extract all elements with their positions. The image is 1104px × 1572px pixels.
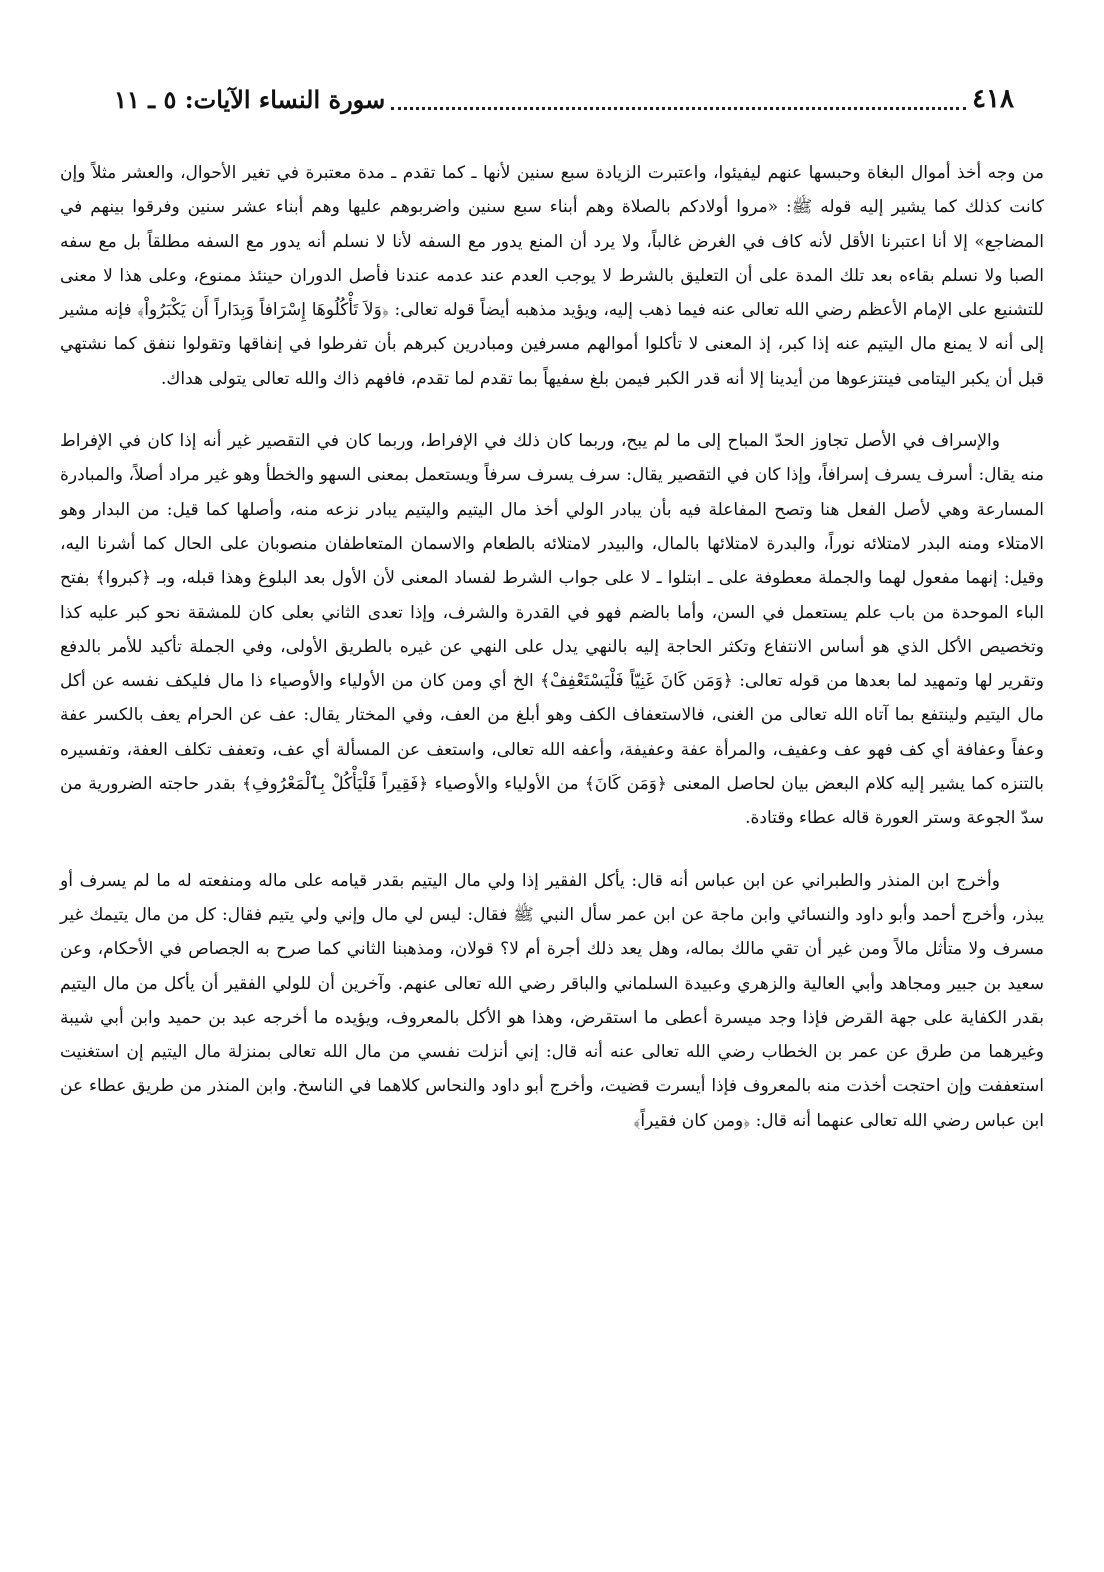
- header-title-group: [114, 84, 1014, 114]
- running-header: [90, 80, 1014, 118]
- main-text: [60, 156, 1044, 1154]
- header-page-number: ٤١٨: [972, 84, 1014, 114]
- header-leader-dots: [391, 97, 966, 110]
- paragraph-1: من وجه أخذ أموال البغاة وحبسها عنهم ليفيئوا، واعتبرت الزيادة سبع سنين لأنها ـ كما تقدم ـ مدة معتبرة في تغير الأحوال، والعشر مثلاً وإن كانت كذلك كما يشير إليه قوله ﷺ: «مروا أولادكم بالصلاة وهم أبناء سبع سنين واضربوهم عليها وهم أبناء عشر سنين وفرقوا بينهم في المضاجع» إلا أنا اعتبرنا الأقل لأنه كاف في الغرض غالباً، ولا يرد أن المنع يدور مع السفه لأنا لا نسلم أنه يدور مع السفه مطلقاً بل مع سفه الصبا ولا نسلم بقاءه بعد تلك المدة على أن التعليق بالشرط لا يوجب العدم عند عدمه عندنا فأصل الدوران حينئذ ممنوع، وعلى هذا لا معنى للتشنيع على الإمام الأعظم رضي الله تعالى عنه فيما ذهب إليه، ويؤيد مذهبه أيضاً قوله تعالى: ﴿وَلاَ تَأْكُلُوهَا إِسْرَافاً وَبِدَاراً أَن يَكْبَرُواْ﴾ فإنه مشير إلى أنه لا يمنع مال اليتيم عنه إذا كبر، إذ المعنى لا تأكلوا أموالهم مسرفين ومبادرين كبرهم بأن تفرطوا في إنفاقها وتقولوا ننفق كما نشتهي قبل أن يكبر اليتامى فينتزعوها من أيدينا إلا أنه قدر الكبر فيمن بلغ سفيهاً بما تقدم لما تقدم، فافهم ذاك والله تعالى يتولى هداك.: [60, 163, 1044, 389]
- paragraph-3: وأخرج ابن المنذر والطبراني عن ابن عباس أنه قال: يأكل الفقير إذا ولي مال اليتيم بقدر قيامه على ماله ومنفعته له ما لم يسرف أو يبذر، وأخرج أحمد وأبو داود والنسائي وابن ماجة عن ابن عمر سأل النبي ﷺ فقال: ليس لي مال وإني ولي يتيم فقال: كل من مال يتيمك غير مسرف ولا متأثل مالاً ومن غير أن تقي مالك بماله، وهل يعد ذلك أجرة أم لا؟ قولان، ومذهبنا الثاني كما صرح به الجصاص في الأحكام، وعن سعيد بن جبير ومجاهد وأبي العالية والزهري وعبيدة السلماني والباقر رضي الله تعالى عنهم. وآخرين أن للولي الفقير أن يأكل من مال اليتيم بقدر الكفاية على جهة القرض فإذا وجد ميسرة أعطى ما استقرض، وهذا هو الأكل بالمعروف، ويؤيده ما أخرجه عبد بن حميد وابن أبي شيبة وغيرهما من طرق عن عمر بن الخطاب رضي الله تعالى عنه أنه قال: إني أنزلت نفسي من مال الله تعالى بمنزلة مال اليتيم إن استغنيت استعففت وإن احتجت أخذت منه بالمعروف فإذا أيسرت قضيت، وأخرج أبو داود والنحاس كلاهما في الناسخ. وابن المنذر من طريق عطاء عن ابن عباس رضي الله تعالى عنهما أنه قال: ﴿ومن كان فقيراً﴾: [60, 870, 1044, 1131]
- header-surah-title: سورة النساء الآيات: ٥ ـ ١١: [114, 84, 386, 114]
- paragraph-2: والإسراف في الأصل تجاوز الحدّ المباح إلى ما لم يبح، وربما كان ذلك في الإفراط، وربما كان في التقصير غير أنه إذا كان في الإفراط منه يقال: أسرف يسرف إسرافاً، وإذا كان في التقصير يقال: سرف يسرف سرفاً ويستعمل بمعنى السهو والخطأ وهو غير مراد أصلاً، والمبادرة المسارعة وهي لأصل الفعل هنا وتصح المفاعلة فيه بأن يبادر الولي أخذ مال اليتيم واليتيم يبادر نزعه منه، وأصلها كما قيل: من البدار وهو الامتلاء ومنه البدر لامتلائه نوراً، والبدرة لامتلائها بالمال، والبيدر لامتلائه بالطعام والاسمان المتعاطفان منصوبان على الحال كما أشرنا اليه، وقيل: إنهما مفعول لهما والجملة معطوفة على ـ ابتلوا ـ لا على جواب الشرط لفساد المعنى لأن الأول بعد البلوغ وهذا قبله، وبـ ﴿كبروا﴾ بفتح الباء الموحدة من باب علم يستعمل في السن، وأما بالضم فهو في القدرة والشرف، وإذا تعدى الثاني بعلى كان للمشقة نحو كبر عليه كذا وتخصيص الأكل الذي هو أساس الانتفاع وتكثر الحاجة إليه بالنهي يدل على النهي عن غيره بالطريق الأولى، وفي الجملة تأكيد للأمر بالدفع وتقرير لها وتمهيد لما بعدها من قوله تعالى: ﴿وَمَن كَانَ غَنِيّاً فَلْيَسْتَعْفِفْ﴾ الخ أي ومن كان من الأولياء والأوصياء ذا مال فليكف نفسه عن أكل مال اليتيم ولينتفع بما آتاه الله تعالى من الغنى، فالاستعفاف الكف وهو أبلغ من العف، وفي المختار يقال: عف عن الحرام يعف بالكسر عفة وعفاً وعفافة أي كف فهو عف وعفيف، والمرأة عفة وعفيفة، وأعفه الله تعالى، واستعف عن المسألة أي عف، وتعفف تكلف العفة، وتفسيره بالتنزه كما يشير إليه كلام البعض بيان لحاصل المعنى ﴿وَمَن كَانَ﴾ من الأولياء والأوصياء ﴿فَقِيراً فَلْيَأْكُلْ بِٱلْمَعْرُوفِ﴾ بقدر حاجته الضرورية من سدّ الجوعة وستر العورة قاله عطاء وقتادة.: [60, 431, 1044, 829]
